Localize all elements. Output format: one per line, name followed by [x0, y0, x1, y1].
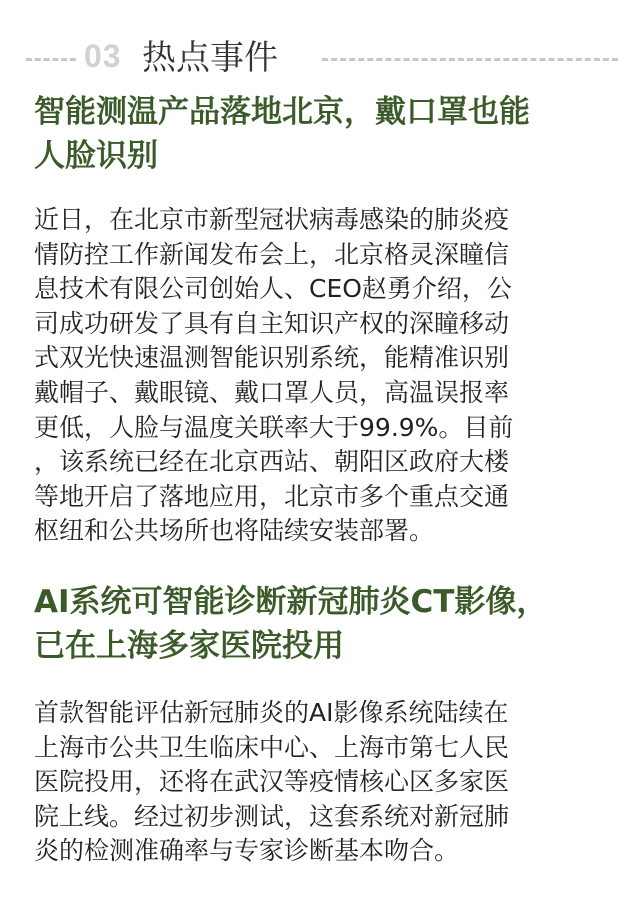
body-line: 等地开启了落地应用，北京市多个重点交通 [34, 481, 510, 511]
body-line: 情防控工作新闻发布会上，北京格灵深瞳信 [34, 239, 510, 269]
section-header [0, 34, 640, 86]
body-line: 上海市公共卫生临床中心、上海市第七人民 [34, 732, 510, 762]
body-line: 医院投用，还将在武汉等疫情核心区多家医 [34, 767, 510, 797]
body-line: 首款智能评估新冠肺炎的AI影像系统陆续在 [34, 698, 509, 727]
body-line: 戴帽子、戴眼镜、戴口罩人员，高温误报率 [34, 377, 510, 407]
body-line: 司成功研发了具有自主知识产权的深瞳移动 [34, 308, 510, 338]
divider-right [322, 58, 618, 61]
headline-line: 智能测温产品落地北京，戴口罩也能 [34, 94, 530, 130]
body-line: 枢纽和公共场所也将陆续安装部署。 [34, 516, 435, 546]
article-2-body [34, 696, 619, 869]
body-line: 更低，人脸与温度关联率大于99.9%。目前 [34, 412, 514, 442]
article-2-headline [34, 580, 614, 668]
body-line: ，该系统已经在北京西站、朝阳区政府大楼 [34, 447, 510, 477]
section-title: 热点事件 [142, 38, 278, 78]
body-line: 式双光快速温测智能识别系统，能精准识别 [34, 343, 510, 373]
divider-left [26, 58, 76, 61]
body-line: 院上线。经过初步测试，这套系统对新冠肺 [34, 801, 510, 831]
article-1-headline [34, 90, 614, 178]
body-line: 息技术有限公司创始人、CEO赵勇介绍，公 [34, 274, 512, 304]
headline-line: 人脸识别 [34, 138, 158, 174]
headline-line: 已在上海多家医院投用 [34, 628, 344, 664]
article-1-body [34, 203, 619, 549]
body-line: 炎的检测准确率与专家诊断基本吻合。 [34, 836, 460, 866]
section-number: 03 [84, 38, 122, 74]
body-line: 近日，在北京市新型冠状病毒感染的肺炎疫 [34, 205, 510, 234]
headline-line: AI系统可智能诊断新冠肺炎CT影像， [34, 584, 548, 620]
